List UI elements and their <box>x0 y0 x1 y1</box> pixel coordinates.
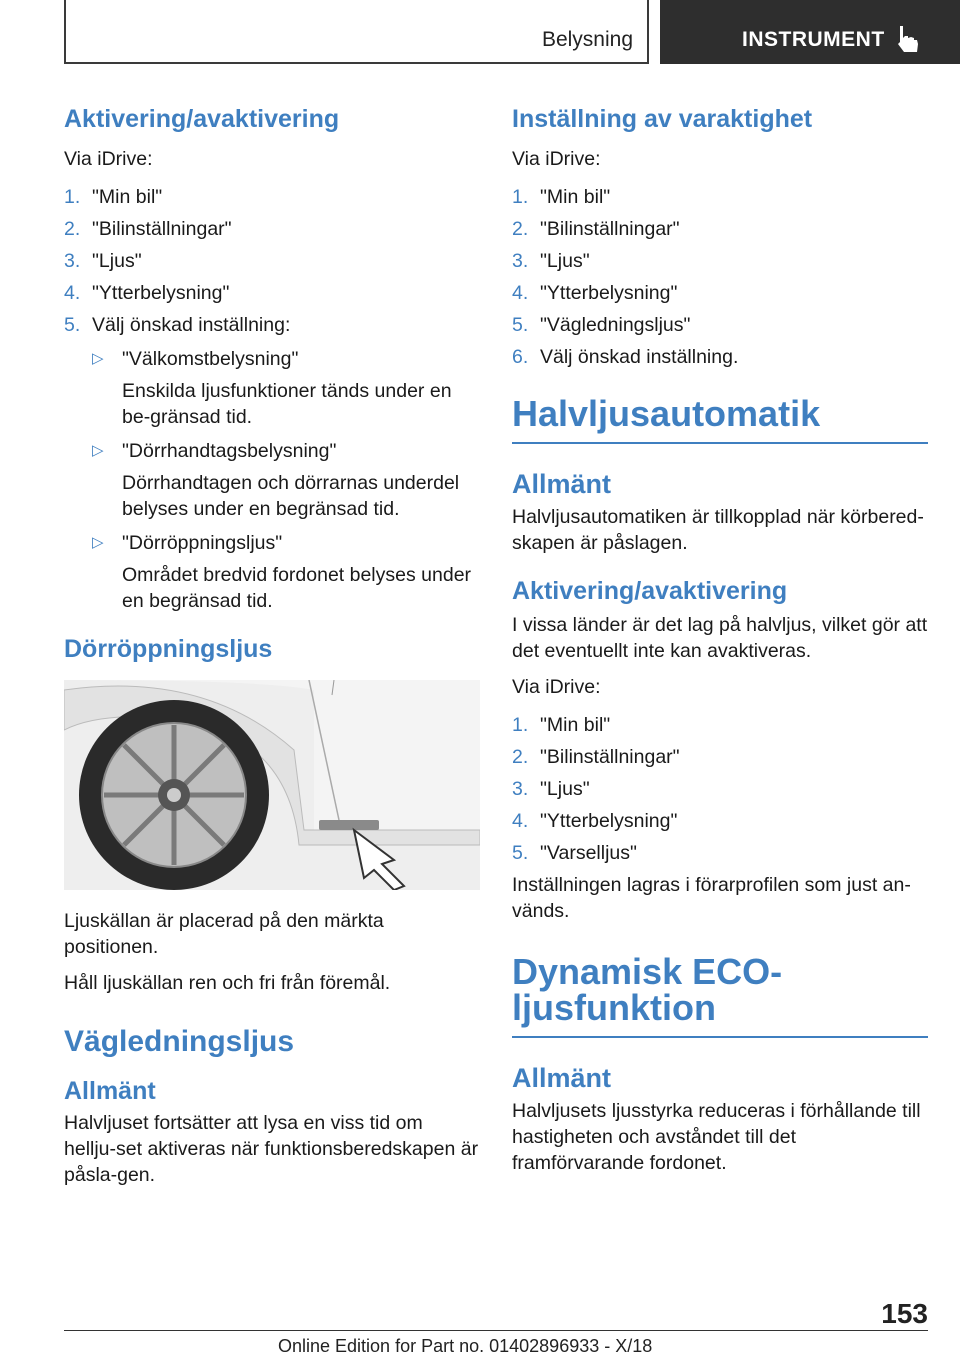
subsection-title-general: Allmänt <box>64 1077 156 1105</box>
section-title-guide-light: Vägledningsljus <box>64 1025 295 1058</box>
list-item: 1. "Min bil" <box>512 186 611 208</box>
list-item: 4. "Ytterbelysning" <box>512 810 678 832</box>
paragraph: Ljuskällan är placerad på den märkta positionen. <box>64 910 384 958</box>
list-item: 5. "Varselljus" <box>512 842 637 864</box>
list-item: 4. "Ytterbelysning" <box>512 282 678 304</box>
right-column <box>512 96 928 1176</box>
footer-divider <box>64 1330 928 1331</box>
list-item: 2. "Bilinställningar" <box>64 218 232 240</box>
list-item: 3. "Ljus" <box>512 250 590 272</box>
sub-list-item: ▷ "Välkomstbelysning" Enskilda ljusfunktioner tänds under en be-gränsad tid. <box>92 348 452 428</box>
triangle-bullet-icon: ▷ <box>92 442 104 459</box>
header-section-title: Belysning <box>541 28 633 51</box>
header-section-box <box>64 0 649 64</box>
paragraph: Halvljusautomatiken är tillkopplad när körbered-skapen är påslagen. <box>512 506 924 554</box>
subsection-title-activation: Aktivering/avaktivering <box>512 577 788 605</box>
footer-edition: Online Edition for Part no. 01402896933 - X/18 <box>278 1336 653 1356</box>
pointing-hand-icon <box>894 24 920 56</box>
list-item: 5. "Vägledningsljus" <box>512 314 691 336</box>
paragraph: Håll ljuskällan ren och fri från föremål. <box>64 972 391 994</box>
section-title-duration: Inställning av varaktighet <box>512 105 813 133</box>
section-title-door-light: Dörröppningsljus <box>64 635 273 663</box>
sub-list-item: ▷ "Dörröppningsljus" Området bredvid fordonet belyses under en begränsad tid. <box>92 532 472 612</box>
paragraph: I vissa länder är det lag på halvljus, vilket gör att det eventuellt inte kan avaktiveras. <box>512 614 928 662</box>
paragraph: Inställningen lagras i förarprofilen som just an-vänds. <box>512 874 911 922</box>
car-wheel-door-light-figure <box>64 680 480 890</box>
intro-text: Via iDrive: <box>64 148 153 170</box>
chapter-title-auto-lowbeam: Halvljusautomatik <box>512 396 928 444</box>
subsection-title-general: Allmänt <box>512 1063 612 1093</box>
header-chapter-title: INSTRUMENT <box>742 28 885 51</box>
chapter-title-eco-light: Dynamisk ECO-ljusfunktion <box>512 954 928 1038</box>
page-number: 153 <box>881 1298 928 1329</box>
steps-list <box>512 712 928 866</box>
subsection-title-general: Allmänt <box>512 469 612 499</box>
triangle-bullet-icon: ▷ <box>92 534 104 551</box>
list-item: 1. "Min bil" <box>512 714 611 736</box>
list-item: 3. "Ljus" <box>512 778 590 800</box>
list-item: 2. "Bilinställningar" <box>512 746 680 768</box>
steps-list <box>512 184 928 370</box>
intro-text: Via iDrive: <box>512 676 601 698</box>
list-item: 1. "Min bil" <box>64 186 163 208</box>
paragraph: Halvljuset fortsätter att lysa en viss tid om hellju-set aktiveras när funktionsberedskapen är påsla-gen. <box>64 1112 479 1186</box>
list-item: 6. Välj önskad inställning. <box>512 346 739 368</box>
section-title-activation: Aktivering/avaktivering <box>64 105 340 133</box>
steps-list <box>64 184 480 614</box>
header-chapter-box <box>660 0 960 64</box>
list-item: 5. Välj önskad inställning: ▷ "Välkomstbelysning" Enskilda ljusfunktioner tänds under en be-gränsad tid. ▷ "Dörrhandtagsbelysning" Dörrhandtagen och dörrarnas underdel belyses under en begränsad tid. ▷ "Dörröppningsljus" Området bredvid fordonet belyses under en begränsad tid. <box>64 312 480 614</box>
left-column <box>64 96 480 1188</box>
sub-options-list <box>92 346 480 614</box>
list-item: 2. "Bilinställningar" <box>512 218 680 240</box>
triangle-bullet-icon: ▷ <box>92 350 104 367</box>
intro-text: Via iDrive: <box>512 148 601 170</box>
list-item: 3. "Ljus" <box>64 250 142 272</box>
paragraph: Halvljusets ljusstyrka reduceras i förhållande till hastigheten och avståndet till det framförvarande fordonet. <box>512 1100 921 1174</box>
sub-list-item: ▷ "Dörrhandtagsbelysning" Dörrhandtagen och dörrarnas underdel belyses under en begränsad tid. <box>92 440 460 520</box>
list-item: 4. "Ytterbelysning" <box>64 282 230 304</box>
